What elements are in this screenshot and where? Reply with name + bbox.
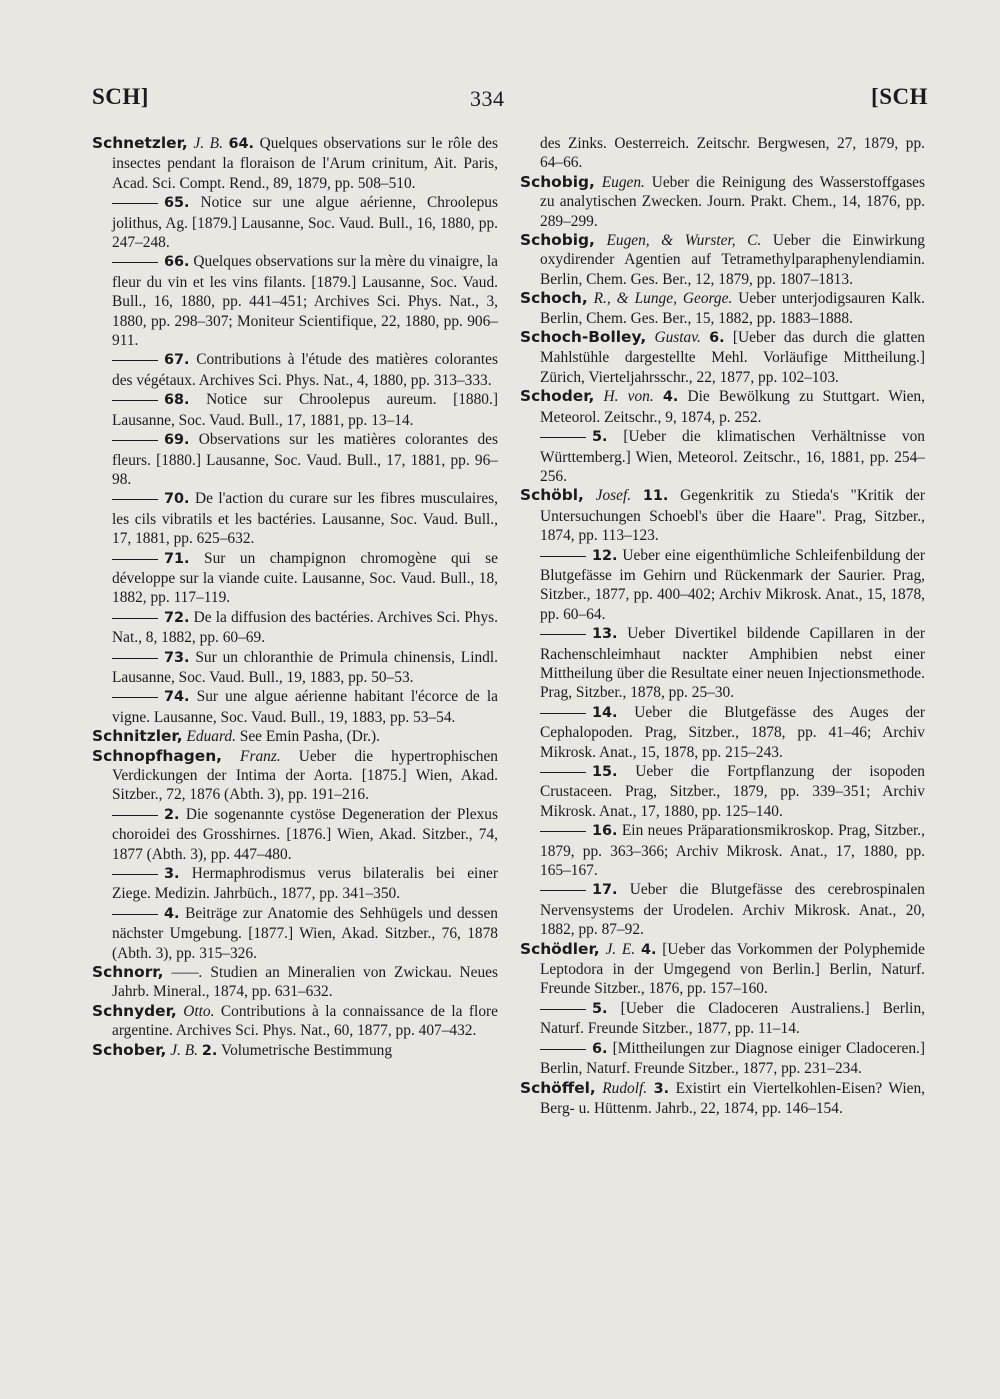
bibliography-entry (520, 821, 925, 880)
author-given-name: J. B. (193, 135, 223, 152)
author-given-name: Franz. (240, 747, 281, 765)
entry-title: Die Bewölkung zu Stuttgart. Wien, Meteorol. Zeitschr., 9, 1874, p. 252. (540, 388, 925, 426)
author-name: Schöbl, (520, 486, 584, 505)
author-name: Schobig, (520, 231, 595, 250)
bibliography-entry (92, 687, 498, 727)
bibliography-entry (520, 427, 925, 486)
entry-number: 5. (592, 429, 608, 446)
entry-title: De la diffusion des bactéries. Archives Sci. Phys. Nat., 8, 1882, pp. 60–69. (112, 608, 498, 647)
bibliography-entry (520, 546, 925, 625)
entry-number: 4. (164, 905, 180, 922)
bibliography-entry (92, 549, 498, 608)
author-name: Schöffel, (520, 1078, 596, 1097)
entry-title: [Mittheilungen zur Diagnose einiger Cladoceren.] Berlin, Naturf. Freunde Sitzber., 1877, pp. 231–234. (540, 1039, 925, 1078)
bibliography-entry (92, 1002, 498, 1041)
bibliography-entry (520, 328, 925, 387)
bibliography-entry (520, 762, 925, 821)
entry-number: 72. (164, 609, 190, 626)
entry-number: 11. (642, 488, 669, 505)
ditto-rule (112, 697, 158, 698)
author-name: Schoder, (520, 387, 595, 406)
author-name: Schnopfhagen, (92, 746, 223, 765)
entry-title: Observations sur les matières colorantes des fleurs. [1880.] Lausanne, Soc. Vaud. Bull., 17, 1881, pp. 96–98. (112, 431, 498, 488)
entry-title: Ueber die Blutgefässe des Auges der Cephalopoden. Prag, Sitzber., 1878, pp. 41–46; Archiv Mikrosk. Anat., 15, 1878, pp. 215–243. (540, 703, 925, 761)
entry-title: [Ueber das Vorkommen der Polyphemide Leptodora in der Umgegend von Berlin.] Berlin, Naturf. Freunde Sitzber., 1876, pp. 157–160. (540, 940, 925, 998)
ditto-rule (540, 831, 586, 832)
entry-number: 65. (164, 195, 190, 212)
bibliography-entry (520, 486, 925, 545)
entry-number: 4. (662, 389, 679, 406)
entry-title: Ein neues Präparationsmikroskop. Prag, Sitzber., 1879, pp. 363–366; Archiv Mikrosk. Anat., 17, 1880, pp. 165–167. (540, 822, 926, 880)
entry-number: 2. (201, 1042, 218, 1059)
entry-title: Quelques observations sur le rôle des insectes pendant la floraison de l'Arum crinitum, Ait. Paris, Acad. Sci. Compt. Rend., 89, 1879, pp. 508–510. (112, 135, 498, 192)
entry-number: 16. (592, 823, 618, 840)
ditto-rule (112, 499, 158, 500)
ditto-rule (112, 874, 158, 875)
author-given-name: R., & Lunge, George. (593, 290, 733, 308)
bibliography-entry (92, 963, 498, 1002)
entry-number: 70. (164, 491, 190, 508)
bibliography-entry (520, 173, 925, 231)
entry-number: 64. (228, 136, 255, 152)
ditto-rule (540, 1009, 586, 1010)
entry-number: 13. (592, 626, 618, 643)
bibliography-entry (92, 608, 498, 648)
entry-number: 74. (164, 689, 190, 706)
entry-number: 73. (164, 649, 190, 666)
entry-title: Ueber die Blutgefässe des cerebrospinalen Nervensystems der Urodelen. Archiv Mikrosk. Anat., 20, 1882, pp. 87–92. (540, 881, 925, 939)
author-name: Schnorr, (92, 963, 164, 982)
bibliography-entry (92, 1041, 498, 1061)
ditto-rule (112, 658, 158, 659)
bibliography-entry (92, 430, 498, 489)
right-column (520, 134, 925, 1118)
entry-title: Ueber die Reinigung des Wasserstoffgases zu analytischen Zwecken. Journ. Prakt. Chem., 14, 1876, pp. 289–299. (540, 173, 925, 230)
left-column (92, 134, 498, 1061)
ditto-rule (112, 203, 158, 204)
author-name: Schobig, (520, 172, 595, 191)
bibliography-entry (520, 999, 925, 1039)
author-name: Schödler, (520, 939, 600, 958)
bibliography-entry (92, 390, 498, 430)
ditto-rule (540, 556, 586, 557)
author-name: Schnetzler, (92, 134, 188, 152)
running-head-left: SCH] (92, 84, 149, 109)
bibliography-entry (520, 289, 925, 328)
entry-number: 5. (592, 1000, 608, 1017)
entry-title: Sur un champignon chromogène qui se développe sur la viande cuite. Lausanne, Soc. Vaud. Bull., 18, 1882, pp. 117–119. (112, 549, 498, 607)
bibliography-entry (520, 880, 925, 939)
author-name: Schnyder, (92, 1001, 177, 1020)
ditto-rule (540, 634, 586, 635)
entry-title: Ueber die Einwirkung oxydirender Agentien auf Tetramethylparaphenylendiamin. Berlin, Chem. Ges. Ber., 12, 1879, pp. 1807–1813. (540, 232, 925, 288)
entry-title: Volumetrische Bestimmung (220, 1041, 393, 1059)
entry-number: 69. (164, 432, 190, 449)
entry-title: De l'action du curare sur les fibres musculaires, les cils vibratils et les bactéries. Lausanne, Soc. Vaud. Bull., 17, 1881, pp. 625–632. (112, 490, 498, 548)
bibliography-entry (92, 805, 498, 864)
entry-number: 68. (164, 392, 190, 409)
author-given-name: Rudolf. (602, 1079, 648, 1097)
entry-number: 14. (592, 704, 618, 721)
ditto-rule (540, 890, 586, 891)
author-given-name: Otto. (183, 1002, 215, 1020)
entry-number: 3. (164, 866, 180, 883)
ditto-rule (112, 400, 158, 401)
entry-title: [Ueber die Cladoceren Australiens.] Berlin, Naturf. Freunde Sitzber., 1877, pp. 11–14. (540, 999, 925, 1038)
author-given-name: J. B. (170, 1041, 199, 1059)
entry-number: 15. (592, 764, 618, 780)
entry-continuation: des Zinks. Oesterreich. Zeitschr. Bergwesen, 27, 1879, pp. 64–66. (540, 135, 925, 172)
bibliography-entry (520, 703, 925, 762)
bibliography-entry (92, 864, 498, 904)
author-name: Schoch-Bolley, (520, 328, 647, 347)
bibliography-entry (520, 387, 925, 427)
bibliography-entry (520, 940, 925, 999)
entry-title: Ueber Divertikel bildende Capillaren in der Rachenschleimhaut nackter Amphibien nebst einer Mittheilung über die Resultate einer neuen Injectionsmethode. Prag, Sitzber., 1878, pp. 25–30. (540, 625, 925, 702)
author-given-name: J. E. (605, 940, 636, 958)
entry-number: 2. (164, 806, 180, 823)
entry-title: Gegenkritik zu Stieda's "Kritik der Untersuchungen Schoebl's über die Haare". Prag, Sitzber., 1874, pp. 113–123. (540, 487, 925, 545)
ditto-rule (112, 262, 158, 263)
entry-title: Sur un chloranthie de Primula chinensis, Lindl. Lausanne, Soc. Vaud. Bull., 19, 1883, pp. 50–53. (112, 648, 498, 686)
entry-title: Quelques observations sur la mère du vinaigre, la fleur du vin et les vins filants. [1879.] Lausanne, Soc. Vaud. Bull., 16, 1880, pp. 441–451; Archives Sci. Phys. Nat., 3, 1880, pp. 298–307; Moniteur Scientifique, 22, 1880, pp. 906–911. (112, 253, 498, 350)
entry-number: 12. (592, 547, 618, 564)
ditto-rule (540, 713, 586, 714)
entry-number: 71. (164, 550, 190, 567)
entry-number: 67. (164, 352, 190, 369)
entry-title: See Emin Pasha, (Dr.). (239, 728, 380, 746)
entry-title: Beiträge zur Anatomie des Sehhügels und dessen nächster Umgebung. [1877.] Wien, Akad. Sitzber., 76, 1878 (Abth. 3), pp. 315–326. (112, 904, 498, 962)
author-name: Schober, (92, 1040, 167, 1059)
ditto-rule (112, 618, 158, 619)
ditto-rule (540, 437, 586, 438)
entry-title: Notice sur une algue aérienne, Chroolepus jolithus, Ag. [1879.] Lausanne, Soc. Vaud. Bull., 16, 1880, pp. 247–248. (112, 194, 498, 252)
entry-title: Contributions à l'étude des matières colorantes des végétaux. Archives Sci. Phys. Nat., 4, 1880, pp. 313–333. (112, 351, 498, 389)
bibliography-entry (92, 904, 498, 963)
author-name: Schoch, (520, 289, 588, 308)
ditto-rule (112, 815, 158, 816)
entry-title: Ueber die Fortpflanzung der isopoden Crustaceen. Prag, Sitzber., 1879, pp. 339–351; Archiv Mikrosk. Anat., 17, 1880, pp. 125–140. (540, 763, 925, 820)
bibliography-entry (520, 624, 925, 703)
author-given-name: Gustav. (654, 329, 701, 347)
author-given-name: ——. (171, 964, 203, 982)
ditto-rule (540, 1049, 586, 1050)
entry-title: Studien an Mineralien von Zwickau. Neues Jahrb. Mineral., 1874, pp. 631–632. (112, 964, 498, 1001)
bibliography-entry (92, 193, 498, 252)
entry-title: Hermaphrodismus verus bilateralis bei einer Ziege. Medizin. Jahrbüch., 1877, pp. 341–350. (112, 865, 498, 903)
entry-number: 3. (653, 1080, 670, 1097)
author-given-name: Eugen, & Wurster, C. (606, 232, 762, 250)
ditto-rule (112, 440, 158, 441)
running-head-right: [SCH (871, 84, 928, 109)
bibliography-entry (520, 134, 925, 173)
bibliography-entry (520, 231, 925, 289)
entry-title: Notice sur Chroolepus aureum. [1880.] Lausanne, Soc. Vaud. Bull., 17, 1881, pp. 13–14. (112, 391, 498, 429)
author-given-name: H. von. (603, 388, 654, 406)
entry-title: Ueber die hypertrophischen Verdickungen der Intima der Aorta. [1875.] Wien, Akad. Sitzber., 72, 1876 (Abth. 3), pp. 191–216. (112, 747, 498, 804)
ditto-rule (112, 559, 158, 560)
entry-title: Contributions à la connaissance de la flore argentine. Archives Sci. Phys. Nat., 60, 1877, pp. 407–432. (112, 1002, 498, 1040)
author-given-name: Josef. (595, 487, 632, 505)
bibliography-entry (92, 134, 498, 193)
entry-number: 66. (164, 254, 190, 271)
entry-number: 6. (709, 330, 725, 347)
bibliography-entry (92, 727, 498, 746)
entry-number: 4. (640, 941, 657, 958)
bibliography-entry (92, 252, 498, 350)
entry-title: [Ueber die klimatischen Verhältnisse von Württemberg.] Wien, Meteorol. Zeitschr., 16, 1881, pp. 254–256. (540, 428, 926, 485)
entry-title: Ueber eine eigenthümliche Schleifenbildung der Blutgefässe im Gehirn und Rückenmark der Saurier. Prag, Sitzber., 1877, pp. 400–402; Archiv Mikrosk. Anat., 15, 1878, pp. 60–64. (540, 546, 925, 623)
bibliography-entry (92, 747, 498, 805)
ditto-rule (112, 360, 158, 361)
bibliography-entry (92, 489, 498, 548)
bibliography-entry (520, 1039, 925, 1079)
entry-title: [Ueber das durch die glatten Mahlstühle dargestellte Mehl. Vorläufige Mittheilung.] Zürich, Vierteljahrsschr., 22, 1877, pp. 102–103. (540, 329, 925, 386)
author-given-name: Eugen. (601, 173, 645, 191)
ditto-rule (112, 914, 158, 915)
entry-title: Sur une algue aérienne habitant l'écorce de la vigne. Lausanne, Soc. Vaud. Bull., 19, 1883, pp. 53–54. (112, 688, 498, 726)
ditto-rule (540, 772, 586, 773)
entry-title: Ueber unterjodigsauren Kalk. Berlin, Chem. Ges. Ber., 15, 1882, pp. 1883–1888. (540, 290, 925, 327)
bibliography-entry (92, 350, 498, 390)
author-name: Schnitzler, (92, 727, 183, 746)
entry-number: 17. (592, 882, 618, 899)
page-number: 334 (470, 86, 505, 111)
entry-title: Die sogenannte cystöse Degeneration der Plexus choroidei des Grosshirnes. [1876.] Wien, Akad. Sitzber., 74, 1877 (Abth. 3), pp. 447–480. (112, 805, 498, 863)
bibliography-entry (520, 1079, 925, 1119)
author-given-name: Eduard. (186, 728, 236, 746)
bibliography-entry (92, 648, 498, 688)
entry-title: Existirt ein Viertelkohlen-Eisen? Wien, Berg- u. Hüttenm. Jahrb., 22, 1874, pp. 146–154. (540, 1079, 925, 1117)
entry-number: 6. (592, 1040, 608, 1057)
